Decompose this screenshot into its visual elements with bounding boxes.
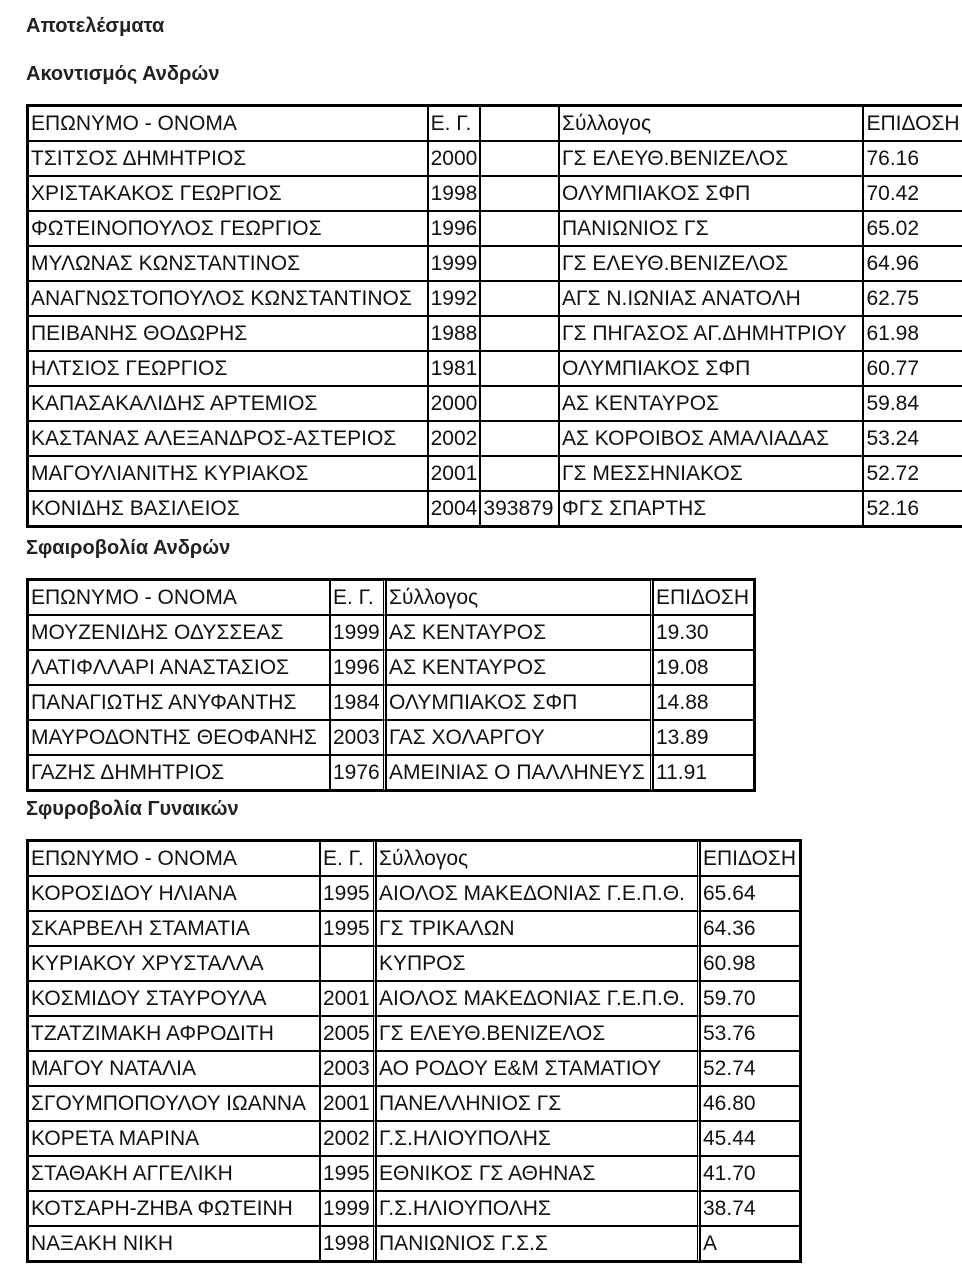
table-cell: 1981: [428, 351, 481, 386]
table-cell: 1999: [428, 246, 481, 281]
column-header: Ε. Γ.: [428, 106, 481, 141]
section-title-javelin-men: Ακοντισμός Ανδρών: [26, 63, 220, 85]
table-cell: [480, 281, 559, 316]
table-cell: ΚΟΣΜΙΔΟΥ ΣΤΑΥΡΟΥΛΑ: [28, 981, 320, 1016]
table-row: [28, 176, 962, 211]
table-cell: ΑΙΟΛΟΣ ΜΑΚΕΔΟΝΙΑΣ Γ.Ε.Π.Θ.: [376, 876, 700, 911]
table-cell: ΑΝΑΓΝΩΣΤΟΠΟΥΛΟΣ ΚΩΝΣΤΑΝΤΙΝΟΣ: [28, 281, 428, 316]
page-title: Αποτελέσματα: [26, 15, 165, 37]
table-cell: 2002: [428, 421, 481, 456]
table-row: [28, 1121, 800, 1156]
table-cell: [480, 316, 559, 351]
table-cell: ΜΟΥΖΕΝΙΔΗΣ ΟΔΥΣΣΕΑΣ: [28, 615, 330, 650]
table-cell: 1992: [428, 281, 481, 316]
column-header: Ε. Γ.: [330, 580, 386, 615]
table-cell: ΜΑΓΟΥ ΝΑΤΑΛΙΑ: [28, 1051, 320, 1086]
table-cell: ΣΚΑΡΒΕΛΗ ΣΤΑΜΑΤΙΑ: [28, 911, 320, 946]
table-row: [28, 1191, 800, 1226]
table-cell: 1976: [330, 755, 386, 790]
table-cell: 1998: [428, 176, 481, 211]
table-row: [28, 1016, 800, 1051]
table-cell: ΚΑΣΤΑΝΑΣ ΑΛΕΞΑΝΔΡΟΣ-ΑΣΤΕΡΙΟΣ: [28, 421, 428, 456]
table-cell: 2001: [428, 456, 481, 491]
table-cell: ΠΑΝΙΩΝΙΟΣ Γ.Σ.Σ: [376, 1226, 700, 1261]
table-row: [28, 456, 962, 491]
table-cell: ΚΟΤΣΑΡΗ-ΖΗΒΑ ΦΩΤΕΙΝΗ: [28, 1191, 320, 1226]
table-cell: [480, 246, 559, 281]
table-cell: 19.30: [653, 615, 754, 650]
table-cell: 52.72: [863, 456, 962, 491]
table-row: [28, 946, 800, 981]
column-header: ΕΠΙΔΟΣΗ: [653, 580, 754, 615]
table-cell: ΟΛΥΜΠΙΑΚΟΣ ΣΦΠ: [386, 685, 653, 720]
table-cell: 19.08: [653, 650, 754, 685]
table-cell: 64.36: [700, 911, 800, 946]
table-row: [28, 1051, 800, 1086]
table-row: [28, 876, 800, 911]
table-cell: ΟΛΥΜΠΙΑΚΟΣ ΣΦΠ: [559, 351, 864, 386]
table-cell: 1995: [320, 911, 376, 946]
table-cell: [480, 456, 559, 491]
table-cell: ΦΓΣ ΣΠΑΡΤΗΣ: [559, 491, 864, 526]
table-cell: [480, 386, 559, 421]
table-row: [28, 1156, 800, 1191]
table-header-row: [28, 841, 800, 876]
table-cell: 393879: [480, 491, 559, 526]
table-cell: 38.74: [700, 1191, 800, 1226]
table-row: [28, 615, 754, 650]
table-cell: 1998: [320, 1226, 376, 1261]
results-table-hammer-women: [26, 839, 802, 1263]
table-row: [28, 141, 962, 176]
table-cell: ΜΑΥΡΟΔΟΝΤΗΣ ΘΕΟΦΑΝΗΣ: [28, 720, 330, 755]
table-cell: 52.74: [700, 1051, 800, 1086]
table-cell: 60.98: [700, 946, 800, 981]
table-cell: ΓΣ ΕΛΕΥΘ.ΒΕΝΙΖΕΛΟΣ: [559, 141, 864, 176]
table-cell: [480, 141, 559, 176]
table-cell: ΓΣ ΤΡΙΚΑΛΩΝ: [376, 911, 700, 946]
table-cell: ΠΑΝΙΩΝΙΟΣ ΓΣ: [559, 211, 864, 246]
column-header: Σύλλογος: [386, 580, 653, 615]
table-cell: ΟΛΥΜΠΙΑΚΟΣ ΣΦΠ: [559, 176, 864, 211]
table-cell: ΚΑΠΑΣΑΚΑΛΙΔΗΣ ΑΡΤΕΜΙΟΣ: [28, 386, 428, 421]
column-header: Σύλλογος: [559, 106, 864, 141]
table-cell: 61.98: [863, 316, 962, 351]
table-cell: Γ.Σ.ΗΛΙΟΥΠΟΛΗΣ: [376, 1191, 700, 1226]
table-cell: ΚΥΠΡΟΣ: [376, 946, 700, 981]
results-table-javelin-men: [26, 104, 962, 528]
column-header: ΕΠΩΝΥΜΟ - ΟΝΟΜΑ: [28, 841, 320, 876]
section-title-hammer-women: Σφυροβολία Γυναικών: [26, 798, 239, 820]
table-cell: ΠΕΙΒΑΝΗΣ ΘΟΔΩΡΗΣ: [28, 316, 428, 351]
table-row: [28, 491, 962, 526]
table-cell: 2002: [320, 1121, 376, 1156]
table-cell: ΑΣ ΚΕΝΤΑΥΡΟΣ: [386, 615, 653, 650]
table-cell: ΚΟΡΕΤΑ ΜΑΡΙΝΑ: [28, 1121, 320, 1156]
table-cell: ΓΣ ΕΛΕΥΘ.ΒΕΝΙΖΕΛΟΣ: [559, 246, 864, 281]
table-cell: 1996: [428, 211, 481, 246]
table-cell: ΤΖΑΤΖΙΜΑΚΗ ΑΦΡΟΔΙΤΗ: [28, 1016, 320, 1051]
table-cell: 59.84: [863, 386, 962, 421]
column-header: ΕΠΩΝΥΜΟ - ΟΝΟΜΑ: [28, 580, 330, 615]
table-cell: ΠΑΝΑΓΙΩΤΗΣ ΑΝΥΦΑΝΤΗΣ: [28, 685, 330, 720]
table-row: [28, 211, 962, 246]
table-cell: ΗΛΤΣΙΟΣ ΓΕΩΡΓΙΟΣ: [28, 351, 428, 386]
column-header: Ε. Γ.: [320, 841, 376, 876]
table-cell: 62.75: [863, 281, 962, 316]
table-row: [28, 1226, 800, 1261]
table-cell: ΑΓΣ Ν.ΙΩΝΙΑΣ ΑΝΑΤΟΛΗ: [559, 281, 864, 316]
table-row: [28, 316, 962, 351]
table-cell: ΑΣ ΚΕΝΤΑΥΡΟΣ: [559, 386, 864, 421]
table-cell: ΣΤΑΘΑΚΗ ΑΓΓΕΛΙΚΗ: [28, 1156, 320, 1191]
table-cell: 1984: [330, 685, 386, 720]
table-row: [28, 281, 962, 316]
table-cell: 1995: [320, 1156, 376, 1191]
table-cell: [320, 946, 376, 981]
table-cell: 45.44: [700, 1121, 800, 1156]
table-row: [28, 685, 754, 720]
table-header-row: [28, 580, 754, 615]
table-cell: ΑΙΟΛΟΣ ΜΑΚΕΔΟΝΙΑΣ Γ.Ε.Π.Θ.: [376, 981, 700, 1016]
table-cell: ΛΑΤΙΦΛΛΑΡΙ ΑΝΑΣΤΑΣΙΟΣ: [28, 650, 330, 685]
table-cell: 70.42: [863, 176, 962, 211]
table-cell: 53.24: [863, 421, 962, 456]
table-cell: [480, 211, 559, 246]
table-cell: ΓΣ ΕΛΕΥΘ.ΒΕΝΙΖΕΛΟΣ: [376, 1016, 700, 1051]
table-cell: 46.80: [700, 1086, 800, 1121]
table-cell: 2000: [428, 386, 481, 421]
column-header: ΕΠΙΔΟΣΗ: [700, 841, 800, 876]
table-cell: ΚΟΡΟΣΙΔΟΥ ΗΛΙΑΝΑ: [28, 876, 320, 911]
table-cell: ΣΓΟΥΜΠΟΠΟΥΛΟΥ ΙΩΑΝΝΑ: [28, 1086, 320, 1121]
table-cell: 53.76: [700, 1016, 800, 1051]
table-cell: ΚΥΡΙΑΚΟΥ ΧΡΥΣΤΑΛΛΑ: [28, 946, 320, 981]
column-header: [480, 106, 559, 141]
table-cell: 14.88: [653, 685, 754, 720]
table-row: [28, 421, 962, 456]
table-cell: ΦΩΤΕΙΝΟΠΟΥΛΟΣ ΓΕΩΡΓΙΟΣ: [28, 211, 428, 246]
table-cell: 2001: [320, 981, 376, 1016]
table-cell: [480, 176, 559, 211]
table-cell: 1999: [320, 1191, 376, 1226]
table-cell: 2001: [320, 1086, 376, 1121]
table-header-row: [28, 106, 962, 141]
table-cell: ΑΟ ΡΟΔΟΥ Ε&Μ ΣΤΑΜΑΤΙΟΥ: [376, 1051, 700, 1086]
table-row: [28, 720, 754, 755]
table-cell: 1996: [330, 650, 386, 685]
table-cell: 1995: [320, 876, 376, 911]
table-cell: 2005: [320, 1016, 376, 1051]
table-cell: Α: [700, 1226, 800, 1261]
table-row: [28, 981, 800, 1016]
table-cell: ΜΑΓΟΥΛΙΑΝΙΤΗΣ ΚΥΡΙΑΚΟΣ: [28, 456, 428, 491]
table-cell: 60.77: [863, 351, 962, 386]
table-cell: ΚΟΝΙΔΗΣ ΒΑΣΙΛΕΙΟΣ: [28, 491, 428, 526]
results-table-shotput-men: [26, 578, 756, 792]
table-cell: ΠΑΝΕΛΛΗΝΙΟΣ ΓΣ: [376, 1086, 700, 1121]
table-cell: 76.16: [863, 141, 962, 176]
table-cell: [480, 351, 559, 386]
table-cell: 65.64: [700, 876, 800, 911]
table-cell: 59.70: [700, 981, 800, 1016]
table-cell: 1988: [428, 316, 481, 351]
table-cell: 64.96: [863, 246, 962, 281]
table-cell: ΕΘΝΙΚΟΣ ΓΣ ΑΘΗΝΑΣ: [376, 1156, 700, 1191]
table-cell: ΑΜΕΙΝΙΑΣ Ο ΠΑΛΛΗΝΕΥΣ: [386, 755, 653, 790]
table-row: [28, 650, 754, 685]
table-cell: 2000: [428, 141, 481, 176]
table-cell: ΝΑΞΑΚΗ ΝΙΚΗ: [28, 1226, 320, 1261]
table-row: [28, 351, 962, 386]
column-header: ΕΠΩΝΥΜΟ - ΟΝΟΜΑ: [28, 106, 428, 141]
table-row: [28, 755, 754, 790]
table-cell: 2003: [320, 1051, 376, 1086]
table-cell: 11.91: [653, 755, 754, 790]
column-header: ΕΠΙΔΟΣΗ: [863, 106, 962, 141]
table-cell: ΤΣΙΤΣΟΣ ΔΗΜΗΤΡΙΟΣ: [28, 141, 428, 176]
table-cell: 52.16: [863, 491, 962, 526]
table-cell: ΓΣ ΜΕΣΣΗΝΙΑΚΟΣ: [559, 456, 864, 491]
table-cell: ΜΥΛΩΝΑΣ ΚΩΝΣΤΑΝΤΙΝΟΣ: [28, 246, 428, 281]
table-cell: 2004: [428, 491, 481, 526]
table-row: [28, 246, 962, 281]
table-row: [28, 1086, 800, 1121]
table-cell: ΓΑΖΗΣ ΔΗΜΗΤΡΙΟΣ: [28, 755, 330, 790]
section-title-shotput-men: Σφαιροβολία Ανδρών: [26, 537, 231, 559]
table-cell: 13.89: [653, 720, 754, 755]
table-cell: Γ.Σ.ΗΛΙΟΥΠΟΛΗΣ: [376, 1121, 700, 1156]
column-header: Σύλλογος: [376, 841, 700, 876]
table-cell: ΧΡΙΣΤΑΚΑΚΟΣ ΓΕΩΡΓΙΟΣ: [28, 176, 428, 211]
table-row: [28, 386, 962, 421]
table-row: [28, 911, 800, 946]
table-cell: ΓΑΣ ΧΟΛΑΡΓΟΥ: [386, 720, 653, 755]
table-cell: ΑΣ ΚΟΡΟΙΒΟΣ ΑΜΑΛΙΑΔΑΣ: [559, 421, 864, 456]
table-cell: ΑΣ ΚΕΝΤΑΥΡΟΣ: [386, 650, 653, 685]
table-cell: 41.70: [700, 1156, 800, 1191]
table-cell: 1999: [330, 615, 386, 650]
table-cell: [480, 421, 559, 456]
table-cell: ΓΣ ΠΗΓΑΣΟΣ ΑΓ.ΔΗΜΗΤΡΙΟΥ: [559, 316, 864, 351]
table-cell: 65.02: [863, 211, 962, 246]
table-cell: 2003: [330, 720, 386, 755]
